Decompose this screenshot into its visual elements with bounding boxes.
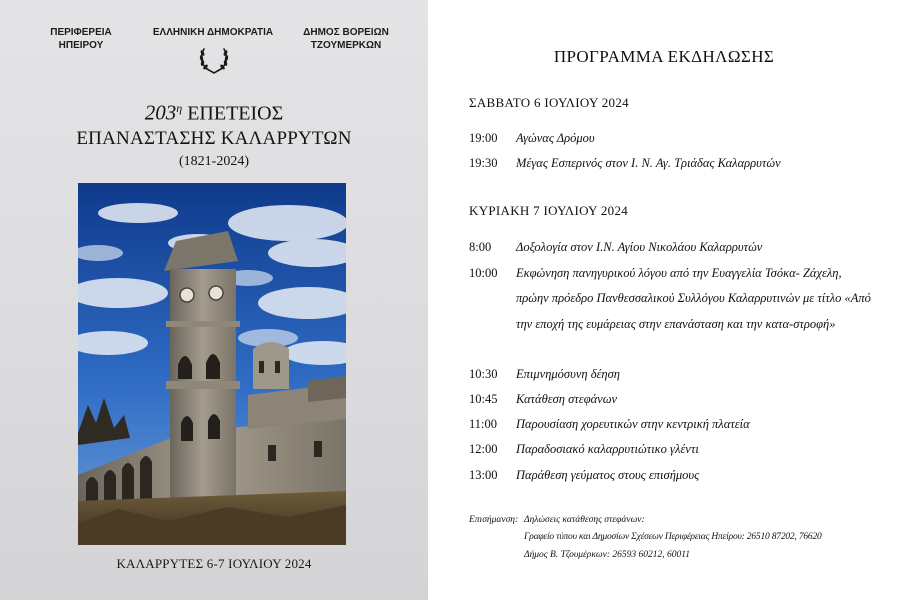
schedule-time: 10:30: [469, 367, 498, 381]
laurel-wreath-icon: [196, 42, 232, 78]
schedule-time: 19:00: [469, 131, 498, 145]
anniversary-number: 203: [144, 100, 177, 125]
schedule-time: 19:30: [469, 156, 498, 170]
program-title: ΠΡΟΓΡΑΜΜΑ ΕΚΔΗΛΩΣΗΣ: [553, 47, 775, 66]
poster-cover: [0, 0, 428, 600]
schedule-activity: Αγώνας Δρόμου: [516, 131, 595, 145]
info-label: Επισήμανση:: [469, 515, 519, 525]
schedule-activity: Μέγας Εσπερινός στον Ι. Ν. Αγ. Τριάδας Καλαρρυτών: [516, 156, 781, 170]
schedule-activity: Εκφώνηση πανηγυρικού λόγου από την Ευαγγελία Τσόκα- Ζάχελη, πρώην πρόεδρο Πανθεσσαλικού Συλλόγου Καλαρρυτινών με τίτλο «Από την εποχή της ευμάρειας στην επανάσταση και την κατα-στροφή»: [516, 266, 871, 331]
event-program: [428, 0, 900, 600]
municipality-header: ΔΗΜΟΣ ΒΟΡΕΙΩΝ ΤΖΟΥΜΕΡΚΩΝ: [303, 27, 389, 51]
event-years: (1821-2024): [179, 153, 249, 169]
cover-footer-date: ΚΑΛΑΡΡΥΤΕΣ 6-7 ΙΟΥΛΙΟΥ 2024: [116, 556, 312, 571]
schedule-time: 8:00: [469, 240, 492, 254]
church-bell-tower-photo: [78, 183, 346, 545]
schedule-activity: Δοξολογία στον Ι.Ν. Αγίου Νικολάου Καλαρρυτών: [516, 240, 763, 254]
anniversary-title: [40, 96, 388, 173]
schedule-time: 10:00: [469, 266, 498, 280]
schedule-activity: Παρουσίαση χορευτικών στην κεντρική πλατεία: [516, 417, 750, 431]
schedule-activity: Κατάθεση στεφάνων: [516, 392, 618, 406]
anniversary-word: ΕΠΕΤΕΙΟΣ: [187, 102, 284, 125]
info-line-municipality: Δήμος Β. Τζουμέρκων: 26593 60212, 60011: [524, 550, 691, 560]
anniversary-superscript: η: [176, 101, 183, 115]
schedule-time: 13:00: [469, 468, 498, 482]
schedule-time: 12:00: [469, 442, 498, 456]
schedule-activity: Επιμνημόσυνη δέηση: [516, 367, 620, 381]
saturday-heading: ΣΑΒΒΑΤΟ 6 ΙΟΥΛΙΟΥ 2024: [469, 95, 629, 110]
info-line-wreath: Δηλώσεις κατάθεσης στεφάνων:: [524, 515, 645, 525]
hellenic-republic-header: ΕΛΛΗΝΙΚΗ ΔΗΜΟΚΡΑΤΙΑ: [152, 27, 274, 38]
schedule-time: 10:45: [469, 392, 498, 406]
info-line-region-press: Γραφείο τύπου και Δημοσίων Σχέσεων Περιφέρειας Ηπείρου: 26510 87202, 76620: [524, 532, 822, 542]
event-name: ΕΠΑΝΑΣΤΑΣΗΣ ΚΑΛΑΡΡΥΤΩΝ: [76, 127, 352, 149]
schedule-time: 11:00: [469, 417, 498, 431]
schedule-activity: Παραδοσιακό καλαρρυτιώτικο γλέντι: [516, 442, 699, 456]
region-epirus-header: ΠΕΡΙΦΕΡΕΙΑ ΗΠΕΙΡΟΥ: [50, 27, 112, 51]
sunday-heading: ΚΥΡΙΑΚΗ 7 ΙΟΥΛΙΟΥ 2024: [469, 203, 629, 218]
schedule-activity: Παράθεση γεύματος στους επισήμους: [516, 468, 700, 482]
